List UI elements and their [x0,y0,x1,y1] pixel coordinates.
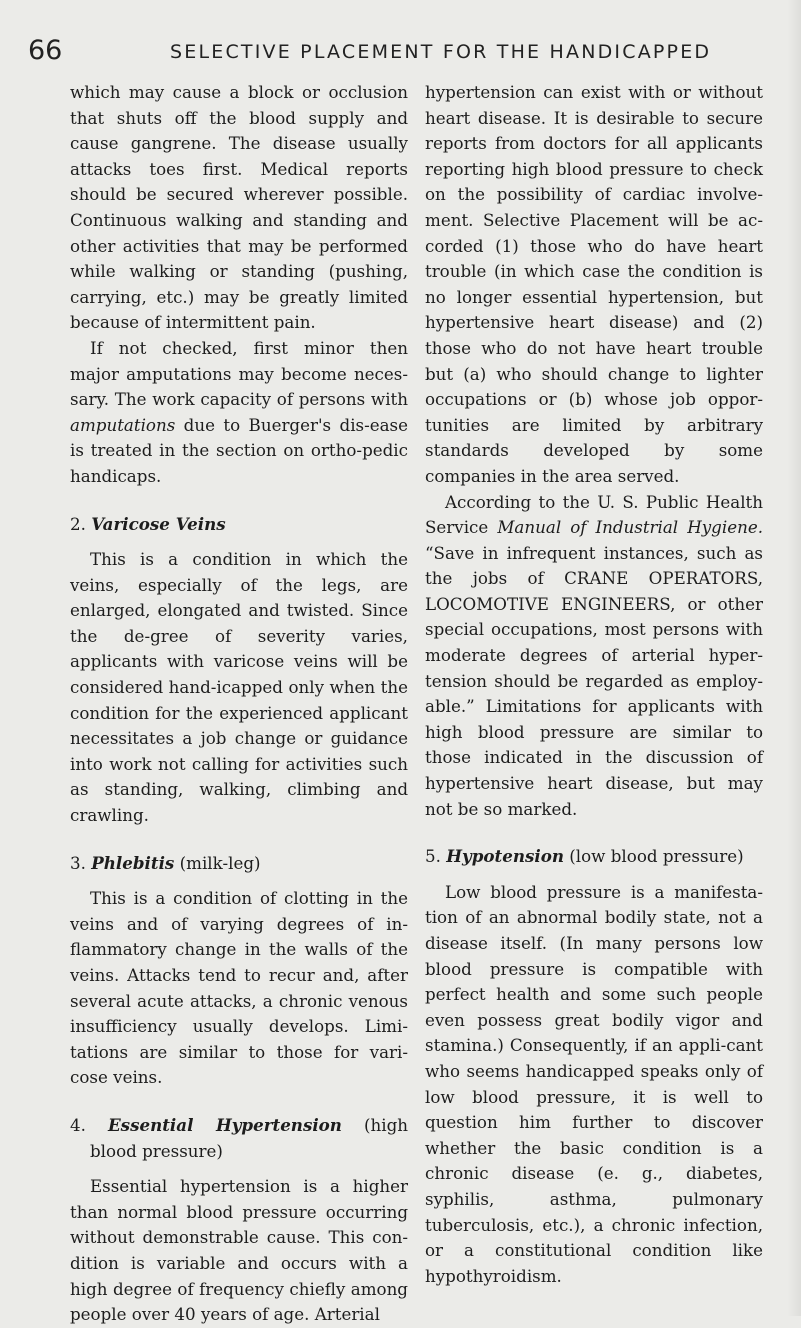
hypertension-continued-paragraph: hypertension can exist with or without heart disease. It is desirable to secure reports from doctors for all applicants reporting high blood pressure to check on the possibility of cardiac involve-ment. Selective Placement will be ac-corded (1) those who do have heart trouble (in which case the condition is no longer essential hypertension, but hypertensive heart disease) and (2) those who do not have heart trouble but (a) who should change to lighter occupations or (b) whose job oppor-tunities are limited by arbitrary standards developed by some companies in the area served. [425,82,763,486]
section-body-essential-hypertension: Essential hypertension is a higher than normal blood pressure occurring without demonstrable cause. This con-dition is variable and occurs with a high degree of frequency chiefly among people over 40 years of age. Arterial [70,1176,408,1325]
section-title: Varicose Veins [91,513,226,534]
section-number: 2. [70,513,86,534]
section-title: Phlebitis [91,852,175,873]
section-title: Hypotension [446,846,564,867]
intro-paragraph-2-italic: amputations [70,414,176,435]
section-heading-phlebitis [70,851,408,877]
intro-paragraph-2-text-a: If not checked, first minor then major amputations may become neces-sary. The work capacity of persons with [70,337,408,410]
section-body-phlebitis: This is a condition of clotting in the veins and of varying degrees of in-flammatory change in the walls of the veins. Attacks tend to recur and, after several acute attacks, a chronic venous insufficiency usually develops. Limi-tations are similar to those for vari-cose veins. [70,888,408,1088]
page-header [28,34,788,74]
section-number: 3. [70,852,86,873]
section-body-hypotension: Low blood pressure is a manifesta-tion of an abnormal bodily state, not a disease itself. (In many persons low blood pressure is compatible with perfect health and some such people even possess great bodily vigor and stamina.) Consequently, if an appli-cant who seems handicapped speaks only of low blood pressure, it is well to question him further to discover whether the basic condition is a chronic disease (e. g., diabetes, syphilis, asthma, pulmonary tuberculosis, etc.), a chronic infection, or a constitutional condition like hypothyroidism. [425,881,763,1286]
usph-paragraph [425,490,763,823]
left-column [70,80,408,1328]
intro-paragraph-2-text-b: due to Buerger's dis-ease is treated in the section on ortho-pedic handicaps. [70,414,408,486]
section-body-varicose-veins: This is a condition in which the veins, especially of the legs, are enlarged, elongated and twisted. Since the de-gree of severity varies, applicants with varicose veins will be considered hand-icapped only when the condition for the experienced applicant necessitates a job change or guidance into work not calling for activities such as standing, walking, climbing and crawling. [70,549,408,826]
section-heading-varicose-veins [70,512,408,538]
section-subtitle: (low blood pressure) [569,846,744,867]
intro-paragraph-2 [70,336,408,490]
running-head: SELECTIVE PLACEMENT FOR THE HANDICAPPED [170,41,712,63]
page-edge-shadow [787,0,801,1316]
intro-paragraph-1: which may cause a block or occlusion that shuts off the blood supply and cause gangrene. The disease usually attacks toes first. Medical reports should be secured wherever possible. Continuous walking and standing and other activities that may be performed while walking or standing (pushing, carrying, etc.) may be greatly limited because of intermittent pain. [70,82,408,333]
right-column [425,80,763,1289]
usph-paragraph-text-a: According to the U. S. Public Health Service [425,491,763,538]
section-heading-essential-hypertension [70,1113,408,1164]
section-subtitle: (milk-leg) [179,852,261,873]
section-subtitle: (high blood pressure) [90,1114,408,1161]
section-title: Essential Hypertension [107,1114,342,1135]
usph-manual-title: Manual of Industrial Hygiene. [497,517,764,538]
section-number: 4. [70,1114,86,1135]
usph-paragraph-text-b: “Save in infrequent instances, such as the jobs of CRANE OPERATORS, LOCOMOTIVE ENGINEERS, or other special occupations, most persons with moderate degrees of arterial hyper-tension should be regarded as employ-able.” Limitations for applicants with high blood pressure are similar to those indicated in the discussion of hypertensive heart disease, but may not be so marked. [425,542,763,819]
page-number: 66 [28,35,63,66]
section-number: 5. [425,846,441,867]
section-heading-hypotension [425,844,763,870]
